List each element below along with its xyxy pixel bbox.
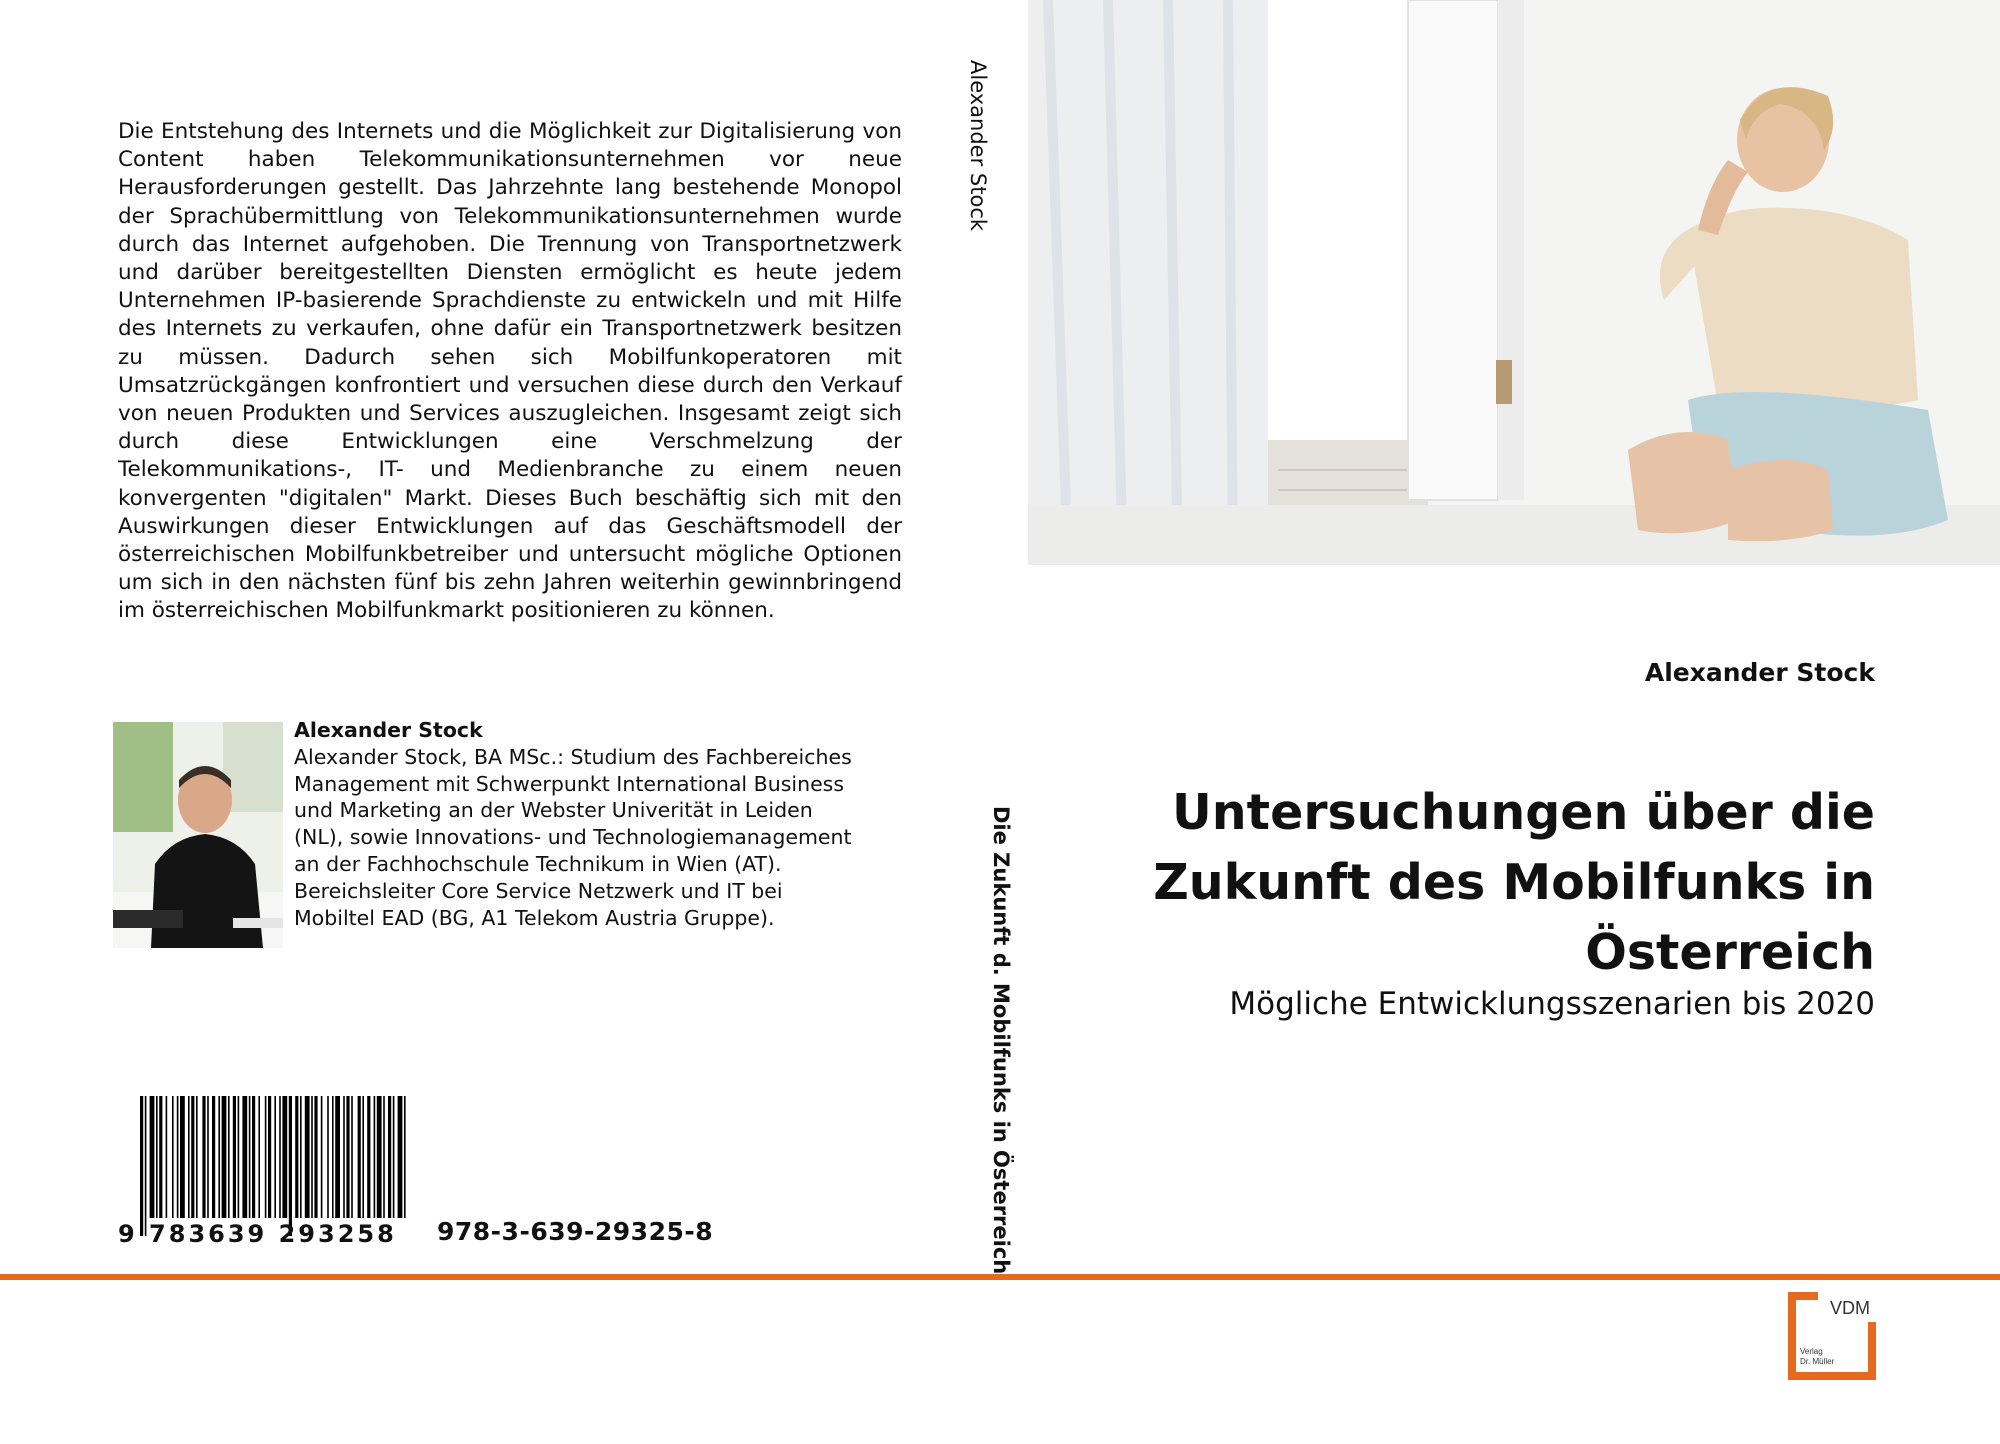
barcode-bar	[274, 1096, 276, 1218]
barcode-bar	[343, 1096, 345, 1218]
barcode-bar	[289, 1096, 292, 1236]
barcode-bar	[249, 1096, 251, 1218]
barcode-bar	[279, 1096, 281, 1218]
barcode-bar	[332, 1096, 334, 1218]
barcode-bar	[295, 1096, 298, 1218]
barcode-bar	[218, 1096, 220, 1218]
barcode-bar	[377, 1096, 382, 1218]
barcode-bar	[191, 1096, 194, 1218]
barcode-bar	[177, 1096, 179, 1218]
barcode-bar	[172, 1096, 174, 1218]
barcode-bar	[305, 1096, 310, 1218]
vdm-logo-subtext-2: Dr. Müller	[1800, 1357, 1835, 1366]
front-subtitle: Mögliche Entwicklungsszenarien bis 2020	[1229, 986, 1875, 1022]
barcode-bar	[150, 1096, 155, 1218]
barcode-bar	[156, 1096, 158, 1218]
barcode-bar	[202, 1096, 205, 1218]
barcode-bar	[233, 1096, 236, 1218]
barcode-bar	[207, 1096, 209, 1218]
cover-photo	[1028, 0, 2000, 565]
orange-divider	[0, 1274, 2000, 1280]
barcode-bar	[346, 1096, 349, 1218]
back-cover-blurb: Die Entstehung des Internets und die Möglichkeit zur Digitalisierung von Content haben Telekommunikationsunternehmen vor neue Herausforderungen gestellt. Das Jahrzehnte lang bestehende Monopol der Sprachübermittlung von Telekommunikationsunternehmen wurde durch das Internet aufgehoben. Die Trennung von Transportnetzwerk und darüber bereitgestellten Diensten ermöglicht es heute jedem Unternehmen IP-basierende Sprachdienste zu entwickeln und mit Hilfe des Internets zu verkaufen, ohne dafür ein Transportnetzwerk besitzen zu müssen. Dadurch sehen sich Mobilfunkoperatoren mit Umsatzrückgängen konfrontiert und versuchen diese durch den Verkauf von neuen Produkten und Services auszugleichen. Insgesamt zeigt sich durch diese Entwicklungen eine Verschmelzung der Telekommunikations-, IT- und Medienbranche zu einem neuen konvergenten "digitalen" Markt. Dieses Buch beschäftig sich mit den Auswirkungen dieser Entwicklungen auf das Geschäftsmodell der österreichischen Mobilfunkbetreiber und untersucht mögliche Optionen um sich in den nächsten fünf bis zehn Jahren weiterhin gewinnbringend im österreichischen Mobilfunkmarkt positionieren zu können.	[118, 119, 902, 624]
barcode-bar	[351, 1096, 353, 1218]
barcode	[140, 1096, 410, 1236]
barcode-bar	[159, 1096, 162, 1218]
barcode-bar	[140, 1096, 143, 1236]
barcode-bar	[180, 1096, 185, 1218]
barcode-bar	[282, 1096, 287, 1218]
author-bio-name: Alexander Stock	[294, 718, 483, 742]
barcode-bar	[300, 1096, 302, 1218]
author-bio-text: Alexander Stock, BA MSc.: Studium des Fachbereiches Management mit Schwerpunkt International Business und Marketing an der Webster Univerität in Leiden (NL), sowie Innovations- und Technologiemanagement an der Fachhochschule Technikum in Wien (AT). Bereichsleiter Core Service Netzwerk und IT bei Mobiltel EAD (BG, A1 Telekom Austria Gruppe).	[294, 744, 852, 930]
barcode-bar	[265, 1096, 267, 1218]
barcode-bar	[228, 1096, 230, 1218]
barcode-bars	[140, 1096, 410, 1236]
barcode-bar	[145, 1096, 147, 1236]
barcode-bar	[388, 1096, 391, 1218]
barcode-digits: 9 783639 293258	[118, 1220, 397, 1248]
spine-author: Alexander Stock	[966, 60, 990, 232]
barcode-bar	[327, 1096, 329, 1218]
barcode-bar	[196, 1096, 198, 1218]
barcode-bar	[398, 1096, 403, 1218]
barcode-bar	[383, 1096, 385, 1218]
barcode-bar	[393, 1096, 395, 1218]
barcode-bar	[362, 1096, 364, 1218]
spine-title: Die Zukunft d. Mobilfunks in Österreich	[989, 806, 1013, 1275]
barcode-bar	[212, 1096, 215, 1218]
barcode-bar	[311, 1096, 313, 1218]
vdm-logo-text: VDM	[1830, 1298, 1870, 1318]
barcode-bar	[321, 1096, 323, 1218]
barcode-bar	[238, 1096, 240, 1218]
barcode-bar	[335, 1096, 340, 1218]
author-portrait-image	[113, 722, 283, 948]
front-author: Alexander Stock	[1644, 658, 1875, 687]
isbn-number: 978-3-639-29325-8	[437, 1217, 714, 1246]
cover-photo-image	[1028, 0, 2000, 565]
barcode-bar	[374, 1096, 376, 1218]
front-title: Untersuchungen über die Zukunft des Mobilfunks in Österreich	[1153, 784, 1875, 981]
barcode-bar	[258, 1096, 260, 1218]
author-photo	[113, 722, 283, 948]
barcode-bar	[358, 1096, 361, 1218]
barcode-bar	[268, 1096, 271, 1218]
author-bio-block	[294, 717, 864, 931]
barcode-bar	[252, 1096, 255, 1218]
vdm-logo-subtext-1: Verlag	[1800, 1347, 1823, 1356]
barcode-bar	[404, 1096, 406, 1218]
publisher-logo	[1784, 1288, 1880, 1384]
barcode-bar	[367, 1096, 370, 1218]
barcode-bar	[242, 1096, 247, 1218]
barcode-bar	[222, 1096, 227, 1218]
barcode-bar	[188, 1096, 190, 1218]
barcode-bar	[314, 1096, 317, 1218]
vdm-logo-icon	[1784, 1288, 1880, 1384]
barcode-bar	[166, 1096, 168, 1218]
